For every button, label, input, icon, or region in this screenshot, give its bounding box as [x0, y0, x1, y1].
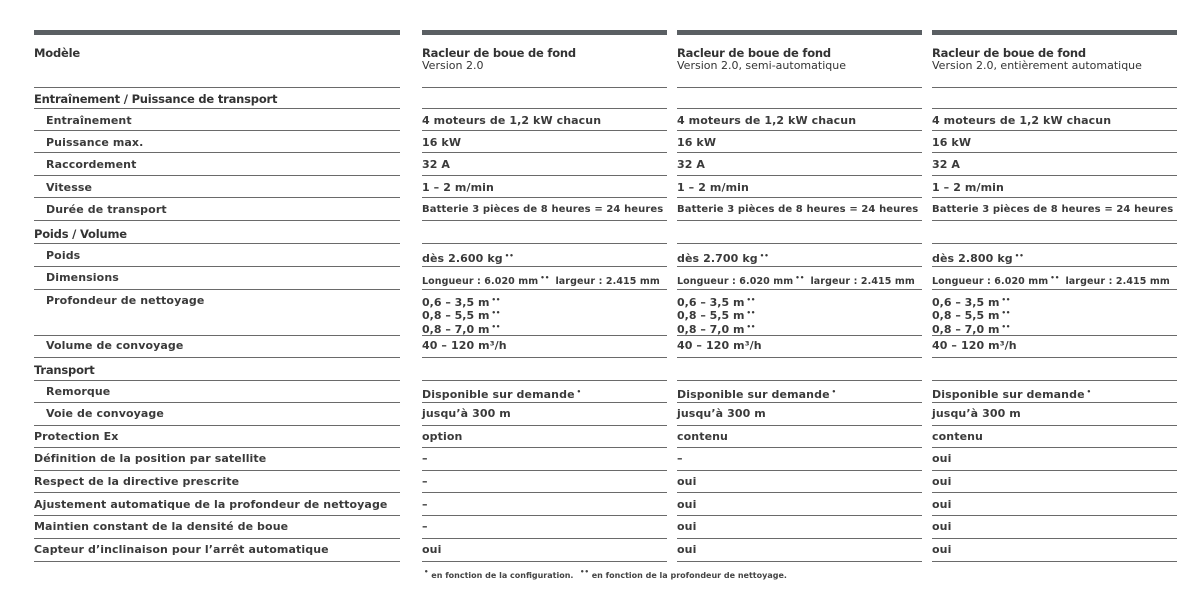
- value-cell: [422, 544, 441, 556]
- row-divider: [34, 220, 400, 221]
- value-cell: [932, 408, 1021, 420]
- row-label: Remorque: [46, 385, 111, 398]
- value-text: oui: [932, 543, 952, 556]
- value-text: 4 moteurs de 1,2 kW chacun: [677, 114, 857, 127]
- row-divider: [677, 425, 922, 426]
- row-divider: [677, 515, 922, 516]
- header-bar-col1: [422, 30, 667, 35]
- value-cell: [422, 521, 428, 533]
- value-cell: [677, 544, 696, 556]
- row-label: Capteur d’inclinaison pour l’arrêt automatique: [34, 543, 329, 556]
- value-cell: [677, 431, 728, 443]
- row-divider: [932, 130, 1177, 131]
- row-label: Volume de convoyage: [46, 339, 184, 352]
- footnote-2-text: en fonction de la profondeur de nettoyage.: [591, 571, 787, 580]
- value-cell-multiline: [422, 295, 500, 335]
- row-divider: [677, 492, 922, 493]
- row-divider: [932, 197, 1177, 198]
- value-cell: [677, 408, 766, 420]
- col1-title: Racleur de boue de fond: [422, 46, 576, 60]
- value-text: 4 moteurs de 1,2 kW chacun: [422, 114, 602, 127]
- row-divider: [932, 492, 1177, 493]
- row-label: Dimensions: [46, 271, 119, 284]
- row-divider: [422, 175, 667, 176]
- value-text: –: [422, 475, 428, 488]
- value-text: Disponible sur demande: [422, 388, 575, 401]
- col2-title: Racleur de boue de fond: [677, 46, 831, 60]
- value-text: jusqu’à 300 m: [677, 407, 766, 420]
- row-label: Voie de convoyage: [46, 407, 164, 420]
- value-cell: [677, 453, 683, 465]
- footnote-marker: ••: [491, 296, 501, 304]
- value-text: dès 2.700 kg: [677, 252, 758, 265]
- row-divider: [677, 243, 922, 244]
- row-divider: [422, 130, 667, 131]
- value-cell: [422, 159, 450, 171]
- row-divider: [932, 108, 1177, 109]
- depth-line: [677, 295, 755, 308]
- row-divider: [34, 197, 400, 198]
- row-divider: [932, 357, 1177, 358]
- row-divider: [34, 175, 400, 176]
- value-cell: [677, 272, 915, 288]
- row-divider: [34, 87, 400, 88]
- value-cell: [422, 453, 428, 465]
- value-cell: [677, 386, 836, 401]
- row-label: Respect de la directive prescrite: [34, 475, 240, 488]
- row-divider: [677, 87, 922, 88]
- row-divider: [677, 561, 922, 562]
- row-divider: [422, 357, 667, 358]
- row-divider: [677, 289, 922, 290]
- row-divider: [422, 87, 667, 88]
- row-divider: [34, 425, 400, 426]
- row-divider: [34, 108, 400, 109]
- value-cell: [422, 386, 581, 401]
- value-cell: [677, 250, 769, 265]
- value-cell: [932, 499, 951, 511]
- row-divider: [422, 152, 667, 153]
- depth-line: [932, 308, 1010, 321]
- row-divider: [422, 492, 667, 493]
- row-divider: [932, 402, 1177, 403]
- value-text: oui: [422, 543, 442, 556]
- row-divider: [932, 289, 1177, 290]
- row-divider: [34, 243, 400, 244]
- value-text: 40 – 120 m³/h: [677, 339, 762, 352]
- value-text: –: [677, 452, 683, 465]
- value-cell-multiline: [677, 295, 755, 335]
- row-divider: [932, 87, 1177, 88]
- footnote-marker: ••: [746, 296, 756, 304]
- value-text: Batterie 3 pièces de 8 heures = 24 heures: [677, 204, 919, 215]
- footnote-2-mark: ••: [580, 568, 589, 576]
- value-text: 16 kW: [422, 136, 462, 149]
- row-label: Raccordement: [46, 158, 137, 171]
- value-text: Batterie 3 pièces de 8 heures = 24 heures: [932, 204, 1174, 215]
- footnote-marker: ••: [1001, 296, 1011, 304]
- footnote-marker: ••: [1014, 252, 1024, 260]
- row-divider: [34, 335, 400, 336]
- value-cell: [932, 431, 983, 443]
- depth-line: [677, 322, 755, 335]
- value-text: oui: [677, 498, 697, 511]
- row-divider: [422, 470, 667, 471]
- footnote-marker: •: [576, 388, 582, 396]
- value-cell: [422, 340, 507, 352]
- footnote-marker: ••: [746, 322, 756, 331]
- depth-value: 0,8 – 5,5 m: [932, 309, 1000, 323]
- row-label: Protection Ex: [34, 430, 119, 443]
- footnote-marker: ••: [491, 309, 501, 318]
- value-cell: [422, 115, 601, 127]
- model-label: Modèle: [34, 46, 80, 60]
- row-divider: [34, 152, 400, 153]
- value-cell: [932, 340, 1017, 352]
- value-text: 1 – 2 m/min: [677, 181, 749, 194]
- depth-line: [422, 322, 500, 335]
- value-text: contenu: [677, 430, 728, 443]
- row-divider: [677, 220, 922, 221]
- value-text: oui: [932, 498, 952, 511]
- row-divider: [932, 470, 1177, 471]
- row-divider: [677, 357, 922, 358]
- value-cell: [677, 476, 696, 488]
- section-weight: Poids / Volume: [34, 227, 127, 241]
- value-cell-multiline: [932, 295, 1010, 335]
- value-text-secondary: largeur : 2.415 mm: [1065, 276, 1170, 287]
- footnote-1-text: en fonction de la configuration.: [431, 571, 574, 580]
- value-cell: [422, 476, 428, 488]
- value-text: oui: [677, 520, 697, 533]
- value-cell: [677, 115, 856, 127]
- col3-subtitle: Version 2.0, entièrement automatique: [932, 59, 1142, 72]
- value-text: option: [422, 430, 463, 443]
- footnote-marker: ••: [1050, 274, 1060, 282]
- value-cell: [932, 137, 971, 149]
- value-text: 32 A: [677, 158, 706, 171]
- value-cell: [677, 204, 918, 216]
- value-text: –: [422, 452, 428, 465]
- row-divider: [677, 175, 922, 176]
- row-divider: [34, 447, 400, 448]
- value-cell: [932, 476, 951, 488]
- value-cell: [932, 272, 1170, 288]
- depth-line: [422, 295, 500, 308]
- value-text: Longueur : 6.020 mm: [677, 276, 794, 287]
- value-text: oui: [932, 475, 952, 488]
- header-bar-col2: [677, 30, 922, 35]
- depth-value: 0,8 – 7,0 m: [932, 322, 1000, 336]
- value-text: –: [422, 498, 428, 511]
- row-divider: [932, 175, 1177, 176]
- row-divider: [422, 380, 667, 381]
- row-divider: [677, 447, 922, 448]
- row-divider: [932, 243, 1177, 244]
- depth-value: 0,6 – 3,5 m: [932, 296, 1000, 309]
- footnote-marker: ••: [759, 252, 769, 260]
- value-text: dès 2.800 kg: [932, 252, 1013, 265]
- value-cell: [677, 340, 762, 352]
- depth-line: [677, 308, 755, 321]
- row-label: Ajustement automatique de la profondeur de nettoyage: [34, 498, 388, 511]
- depth-line: [932, 322, 1010, 335]
- value-cell: [932, 453, 951, 465]
- col2-subtitle: Version 2.0, semi-automatique: [677, 59, 846, 72]
- row-divider: [34, 470, 400, 471]
- value-cell: [422, 137, 461, 149]
- value-text: contenu: [932, 430, 983, 443]
- col1-subtitle: Version 2.0: [422, 59, 484, 72]
- row-divider: [932, 538, 1177, 539]
- value-text: 32 A: [422, 158, 451, 171]
- footnote-marker: ••: [504, 252, 514, 260]
- value-cell: [422, 250, 514, 265]
- value-cell: [932, 521, 951, 533]
- depth-value: 0,8 – 5,5 m: [422, 309, 490, 323]
- footnote-marker: ••: [795, 274, 805, 282]
- row-divider: [677, 152, 922, 153]
- row-divider: [422, 243, 667, 244]
- row-label: Puissance max.: [46, 136, 144, 149]
- footnote-marker: ••: [540, 274, 550, 282]
- value-text-secondary: largeur : 2.415 mm: [555, 276, 660, 287]
- row-divider: [422, 425, 667, 426]
- footnote-1-mark: •: [424, 568, 429, 576]
- value-cell: [422, 408, 511, 420]
- row-divider: [932, 447, 1177, 448]
- row-divider: [422, 289, 667, 290]
- header-bar-label: [34, 30, 400, 35]
- value-text: oui: [932, 452, 952, 465]
- row-divider: [677, 197, 922, 198]
- value-cell: [932, 204, 1173, 216]
- footnote-marker: ••: [1001, 309, 1011, 318]
- value-cell: [932, 159, 960, 171]
- row-divider: [422, 515, 667, 516]
- row-divider: [677, 108, 922, 109]
- value-text-secondary: largeur : 2.415 mm: [810, 276, 915, 287]
- header-bar-col3: [932, 30, 1177, 35]
- value-cell: [422, 499, 428, 511]
- row-label: Durée de transport: [46, 203, 167, 216]
- value-text: Disponible sur demande: [932, 388, 1085, 401]
- value-text: jusqu’à 300 m: [932, 407, 1021, 420]
- depth-line: [422, 308, 500, 321]
- value-text: oui: [932, 520, 952, 533]
- row-divider: [932, 152, 1177, 153]
- row-divider: [34, 515, 400, 516]
- value-text: 32 A: [932, 158, 961, 171]
- footnote-marker: •: [1086, 388, 1092, 396]
- row-divider: [932, 266, 1177, 267]
- row-divider: [677, 130, 922, 131]
- row-divider: [422, 197, 667, 198]
- row-divider: [422, 402, 667, 403]
- depth-value: 0,6 – 3,5 m: [677, 296, 745, 309]
- value-cell: [932, 386, 1091, 401]
- row-divider: [677, 470, 922, 471]
- value-cell: [932, 250, 1024, 265]
- row-divider: [677, 266, 922, 267]
- col3-title: Racleur de boue de fond: [932, 46, 1086, 60]
- row-divider: [932, 380, 1177, 381]
- value-text: 16 kW: [932, 136, 972, 149]
- value-text: 4 moteurs de 1,2 kW chacun: [932, 114, 1112, 127]
- row-divider: [34, 266, 400, 267]
- row-label: Profondeur de nettoyage: [46, 294, 205, 307]
- value-text: 40 – 120 m³/h: [932, 339, 1017, 352]
- value-text: Longueur : 6.020 mm: [422, 276, 539, 287]
- section-drive: Entraînement / Puissance de transport: [34, 92, 278, 106]
- row-divider: [34, 380, 400, 381]
- value-cell: [422, 204, 663, 216]
- value-cell: [422, 182, 494, 194]
- footnote-marker: •: [831, 388, 837, 396]
- row-divider: [677, 402, 922, 403]
- value-text: dès 2.600 kg: [422, 252, 503, 265]
- value-cell: [422, 431, 462, 443]
- depth-line: [932, 295, 1010, 308]
- value-text: 16 kW: [677, 136, 717, 149]
- row-divider: [932, 425, 1177, 426]
- depth-value: 0,8 – 7,0 m: [677, 322, 745, 336]
- value-cell: [422, 272, 660, 288]
- value-cell: [932, 182, 1004, 194]
- row-divider: [422, 561, 667, 562]
- section-transport: Transport: [34, 363, 95, 377]
- value-text: –: [422, 520, 428, 533]
- value-text: oui: [677, 475, 697, 488]
- value-cell: [932, 544, 951, 556]
- row-divider: [34, 402, 400, 403]
- row-divider: [34, 561, 400, 562]
- row-divider: [34, 492, 400, 493]
- depth-value: 0,8 – 5,5 m: [677, 309, 745, 323]
- row-label: Maintien constant de la densité de boue: [34, 520, 289, 533]
- depth-value: 0,6 – 3,5 m: [422, 296, 490, 309]
- value-cell: [677, 182, 749, 194]
- row-divider: [34, 289, 400, 290]
- footnote-marker: ••: [491, 322, 501, 331]
- value-text: Disponible sur demande: [677, 388, 830, 401]
- footnote-marker: ••: [746, 309, 756, 318]
- value-cell: [677, 521, 696, 533]
- footnote-1: [422, 568, 573, 580]
- row-divider: [422, 220, 667, 221]
- row-label: Poids: [46, 249, 81, 262]
- value-cell: [677, 137, 716, 149]
- value-text: 1 – 2 m/min: [932, 181, 1004, 194]
- value-text: Longueur : 6.020 mm: [932, 276, 1049, 287]
- row-divider: [422, 266, 667, 267]
- row-divider: [34, 357, 400, 358]
- row-divider: [422, 447, 667, 448]
- row-label: Entraînement: [46, 114, 132, 127]
- row-divider: [34, 538, 400, 539]
- row-divider: [677, 538, 922, 539]
- row-divider: [932, 220, 1177, 221]
- row-divider: [932, 561, 1177, 562]
- row-divider: [932, 515, 1177, 516]
- value-text: 1 – 2 m/min: [422, 181, 494, 194]
- value-text: jusqu’à 300 m: [422, 407, 511, 420]
- value-text: 40 – 120 m³/h: [422, 339, 507, 352]
- row-label: Définition de la position par satellite: [34, 452, 267, 465]
- row-divider: [422, 538, 667, 539]
- row-divider: [422, 108, 667, 109]
- value-cell: [677, 499, 696, 511]
- value-cell: [677, 159, 705, 171]
- footnote-2: [578, 568, 787, 580]
- row-divider: [677, 380, 922, 381]
- value-text: Batterie 3 pièces de 8 heures = 24 heures: [422, 204, 664, 215]
- value-cell: [932, 115, 1111, 127]
- row-divider: [34, 130, 400, 131]
- footnote-marker: ••: [1001, 322, 1011, 331]
- depth-value: 0,8 – 7,0 m: [422, 322, 490, 336]
- row-label: Vitesse: [46, 181, 93, 194]
- value-text: oui: [677, 543, 697, 556]
